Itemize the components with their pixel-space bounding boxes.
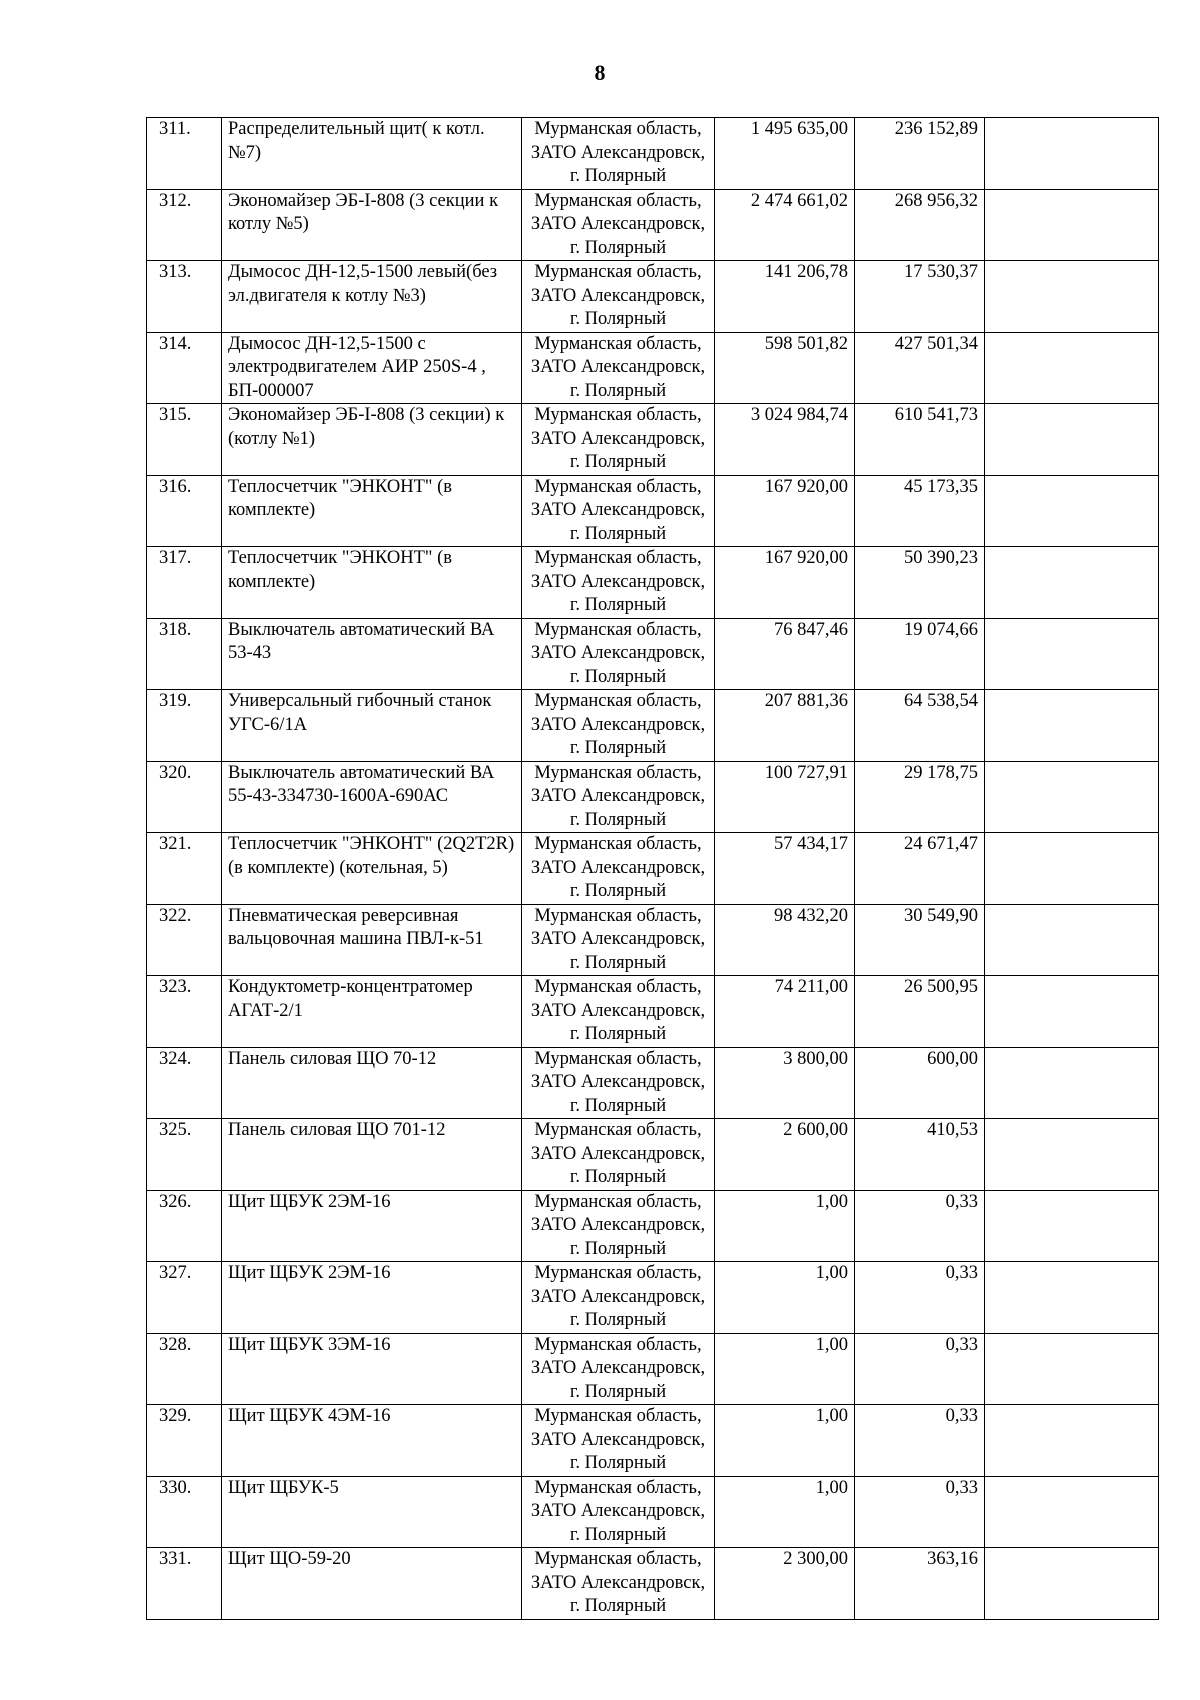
item-location bbox=[522, 690, 715, 762]
book-value: 598 501,82 bbox=[715, 332, 855, 404]
residual-value: 236 152,89 bbox=[855, 118, 985, 190]
row-number: 315. bbox=[147, 404, 222, 476]
location-line: г. Полярный bbox=[569, 952, 667, 973]
residual-value: 30 549,90 bbox=[855, 904, 985, 976]
item-location bbox=[522, 404, 715, 476]
location-line: Мурманская область, bbox=[534, 905, 702, 926]
empty-cell bbox=[985, 690, 1159, 762]
location-line: Мурманская область, bbox=[534, 1477, 702, 1498]
table-row bbox=[147, 1333, 1159, 1405]
residual-value: 363,16 bbox=[855, 1548, 985, 1620]
location-line: Мурманская область, bbox=[534, 977, 702, 997]
location-line: г. Полярный bbox=[569, 1453, 667, 1473]
location-line: г. Полярный bbox=[569, 1238, 667, 1259]
book-value: 57 434,17 bbox=[715, 833, 855, 905]
book-value: 2 474 661,02 bbox=[715, 189, 855, 261]
book-value: 1 495 635,00 bbox=[715, 118, 855, 190]
location-line: Мурманская область, bbox=[534, 405, 702, 425]
row-number: 313. bbox=[147, 261, 222, 333]
location-line: Мурманская область, bbox=[534, 1120, 702, 1140]
table-row bbox=[147, 761, 1159, 833]
location-line: ЗАТО Александровск, bbox=[530, 643, 706, 663]
empty-cell bbox=[985, 1476, 1159, 1548]
location-line: г. Полярный bbox=[569, 237, 667, 258]
residual-value: 0,33 bbox=[855, 1190, 985, 1262]
table-row bbox=[147, 189, 1159, 261]
row-number: 316. bbox=[147, 475, 222, 547]
table-row bbox=[147, 261, 1159, 333]
empty-cell bbox=[985, 404, 1159, 476]
location-line: г. Полярный bbox=[569, 1310, 667, 1330]
row-number: 325. bbox=[147, 1119, 222, 1191]
row-number: 320. bbox=[147, 761, 222, 833]
residual-value: 0,33 bbox=[855, 1476, 985, 1548]
row-number: 314. bbox=[147, 332, 222, 404]
item-name: Теплосчетчик "ЭНКОНТ" (в комплекте) bbox=[222, 475, 522, 547]
item-name: Пневматическая реверсивная вальцовочная машина ПВЛ-к-51 bbox=[222, 904, 522, 976]
residual-value: 0,33 bbox=[855, 1405, 985, 1477]
book-value: 100 727,91 bbox=[715, 761, 855, 833]
book-value: 3 024 984,74 bbox=[715, 404, 855, 476]
empty-cell bbox=[985, 1405, 1159, 1477]
item-name: Щит ЩБУК 4ЭМ-16 bbox=[222, 1405, 522, 1477]
item-name: Выключатель автоматический ВА 53-43 bbox=[222, 618, 522, 690]
book-value: 207 881,36 bbox=[715, 690, 855, 762]
table-row bbox=[147, 1548, 1159, 1620]
residual-value: 26 500,95 bbox=[855, 976, 985, 1048]
row-number: 318. bbox=[147, 618, 222, 690]
empty-cell bbox=[985, 1333, 1159, 1405]
location-line: ЗАТО Александровск, bbox=[530, 857, 706, 878]
location-line: Мурманская область, bbox=[534, 262, 702, 282]
item-location bbox=[522, 189, 715, 261]
location-line: ЗАТО Александровск, bbox=[530, 571, 706, 592]
item-location bbox=[522, 1262, 715, 1334]
location-line: ЗАТО Александровск, bbox=[530, 1429, 706, 1450]
row-number: 331. bbox=[147, 1548, 222, 1620]
item-name: Щит ЩО-59-20 bbox=[222, 1548, 522, 1620]
table-row bbox=[147, 1405, 1159, 1477]
empty-cell bbox=[985, 118, 1159, 190]
table-row bbox=[147, 618, 1159, 690]
book-value: 76 847,46 bbox=[715, 618, 855, 690]
row-number: 329. bbox=[147, 1405, 222, 1477]
item-location bbox=[522, 1119, 715, 1191]
table-row bbox=[147, 1047, 1159, 1119]
location-line: Мурманская область, bbox=[534, 834, 702, 854]
empty-cell bbox=[985, 904, 1159, 976]
empty-cell bbox=[985, 189, 1159, 261]
book-value: 1,00 bbox=[715, 1405, 855, 1477]
row-number: 327. bbox=[147, 1262, 222, 1334]
table-row bbox=[147, 976, 1159, 1048]
item-name: Дымосос ДН-12,5-1500 с электродвигателем АИР 250S-4 , БП-000007 bbox=[222, 332, 522, 404]
table-row bbox=[147, 1119, 1159, 1191]
item-location bbox=[522, 1190, 715, 1262]
location-line: ЗАТО Александровск, bbox=[530, 1072, 706, 1092]
empty-cell bbox=[985, 1190, 1159, 1262]
book-value: 2 300,00 bbox=[715, 1548, 855, 1620]
residual-value: 0,33 bbox=[855, 1262, 985, 1334]
item-location bbox=[522, 1333, 715, 1405]
row-number: 317. bbox=[147, 547, 222, 619]
residual-value: 17 530,37 bbox=[855, 261, 985, 333]
location-line: г. Полярный bbox=[569, 1095, 667, 1116]
row-number: 323. bbox=[147, 976, 222, 1048]
item-location bbox=[522, 261, 715, 333]
empty-cell bbox=[985, 1047, 1159, 1119]
book-value: 1,00 bbox=[715, 1190, 855, 1262]
item-name: Теплосчетчик "ЭНКОНТ" (2Q2T2R) (в комплекте) (котельная, 5) bbox=[222, 833, 522, 905]
location-line: Мурманская область, bbox=[534, 1406, 702, 1426]
location-line: ЗАТО Александровск, bbox=[530, 714, 706, 735]
table-row bbox=[147, 118, 1159, 190]
location-line: ЗАТО Александровск, bbox=[530, 1215, 706, 1235]
row-number: 328. bbox=[147, 1333, 222, 1405]
location-line: ЗАТО Александровск, bbox=[530, 1501, 706, 1521]
item-name: Щит ЩБУК 2ЭМ-16 bbox=[222, 1190, 522, 1262]
empty-cell bbox=[985, 1262, 1159, 1334]
empty-cell bbox=[985, 1119, 1159, 1191]
row-number: 312. bbox=[147, 189, 222, 261]
item-name: Экономайзер ЭБ-I-808 (3 секции к котлу №5) bbox=[222, 189, 522, 261]
location-line: Мурманская область, bbox=[534, 691, 702, 711]
location-line: г. Полярный bbox=[569, 1381, 667, 1402]
page-number: 8 bbox=[594, 60, 606, 85]
empty-cell bbox=[985, 761, 1159, 833]
item-location bbox=[522, 547, 715, 619]
table-row bbox=[147, 904, 1159, 976]
location-line: ЗАТО Александровск, bbox=[530, 1286, 706, 1307]
location-line: г. Полярный bbox=[569, 738, 667, 758]
empty-cell bbox=[985, 475, 1159, 547]
book-value: 1,00 bbox=[715, 1476, 855, 1548]
location-line: ЗАТО Александровск, bbox=[530, 428, 706, 449]
item-name: Универсальный гибочный станок УГС-6/1А bbox=[222, 690, 522, 762]
location-line: г. Полярный bbox=[569, 595, 667, 615]
location-line: г. Полярный bbox=[569, 309, 667, 329]
residual-value: 268 956,32 bbox=[855, 189, 985, 261]
residual-value: 45 173,35 bbox=[855, 475, 985, 547]
book-value: 98 432,20 bbox=[715, 904, 855, 976]
location-line: г. Полярный bbox=[569, 881, 667, 901]
table-row bbox=[147, 690, 1159, 762]
location-line: Мурманская область, bbox=[534, 1334, 702, 1355]
location-line: г. Полярный bbox=[569, 1596, 667, 1616]
book-value: 3 800,00 bbox=[715, 1047, 855, 1119]
item-name: Распределительный щит( к котл.№7) bbox=[222, 118, 522, 190]
item-name: Дымосос ДН-12,5-1500 левый(без эл.двигателя к котлу №3) bbox=[222, 261, 522, 333]
empty-cell bbox=[985, 976, 1159, 1048]
item-location bbox=[522, 976, 715, 1048]
location-line: Мурманская область, bbox=[534, 1549, 702, 1569]
residual-value: 600,00 bbox=[855, 1047, 985, 1119]
book-value: 74 211,00 bbox=[715, 976, 855, 1048]
location-line: Мурманская область, bbox=[534, 476, 702, 497]
residual-value: 50 390,23 bbox=[855, 547, 985, 619]
table-row bbox=[147, 475, 1159, 547]
table-row bbox=[147, 404, 1159, 476]
row-number: 311. bbox=[147, 118, 222, 190]
item-name: Теплосчетчик "ЭНКОНТ" (в комплекте) bbox=[222, 547, 522, 619]
item-name: Кондуктометр-концентратомер АГАТ-2/1 bbox=[222, 976, 522, 1048]
location-line: Мурманская область, bbox=[534, 548, 702, 568]
empty-cell bbox=[985, 833, 1159, 905]
item-location bbox=[522, 1405, 715, 1477]
item-name: Щит ЩБУК-5 bbox=[222, 1476, 522, 1548]
item-name: Панель силовая ЩО 701-12 bbox=[222, 1119, 522, 1191]
location-line: г. Полярный bbox=[569, 809, 667, 830]
item-location bbox=[522, 1047, 715, 1119]
location-line: г. Полярный bbox=[569, 166, 667, 186]
item-location bbox=[522, 761, 715, 833]
item-location bbox=[522, 1476, 715, 1548]
book-value: 1,00 bbox=[715, 1262, 855, 1334]
location-line: Мурманская область, bbox=[534, 333, 702, 354]
location-line: ЗАТО Александровск, bbox=[530, 214, 706, 234]
item-location bbox=[522, 833, 715, 905]
location-line: Мурманская область, bbox=[534, 119, 702, 139]
row-number: 326. bbox=[147, 1190, 222, 1262]
item-location bbox=[522, 475, 715, 547]
location-line: ЗАТО Александровск, bbox=[530, 1572, 706, 1593]
item-location bbox=[522, 332, 715, 404]
item-name: Панель силовая ЩО 70-12 bbox=[222, 1047, 522, 1119]
empty-cell bbox=[985, 618, 1159, 690]
table-row bbox=[147, 1476, 1159, 1548]
assets-table bbox=[146, 117, 1159, 1620]
row-number: 319. bbox=[147, 690, 222, 762]
location-line: ЗАТО Александровск, bbox=[530, 357, 706, 377]
book-value: 167 920,00 bbox=[715, 475, 855, 547]
item-name: Выключатель автоматический ВА 55-43-334730-1600А-690АС bbox=[222, 761, 522, 833]
empty-cell bbox=[985, 1548, 1159, 1620]
residual-value: 19 074,66 bbox=[855, 618, 985, 690]
location-line: Мурманская область, bbox=[534, 1048, 702, 1069]
location-line: Мурманская область, bbox=[534, 1263, 702, 1283]
row-number: 324. bbox=[147, 1047, 222, 1119]
location-line: ЗАТО Александровск, bbox=[530, 1358, 706, 1378]
location-line: г. Полярный bbox=[569, 380, 667, 401]
book-value: 2 600,00 bbox=[715, 1119, 855, 1191]
assets-table-body bbox=[147, 118, 1159, 1620]
table-row bbox=[147, 547, 1159, 619]
item-name: Щит ЩБУК 2ЭМ-16 bbox=[222, 1262, 522, 1334]
book-value: 167 920,00 bbox=[715, 547, 855, 619]
residual-value: 64 538,54 bbox=[855, 690, 985, 762]
row-number: 322. bbox=[147, 904, 222, 976]
item-name: Щит ЩБУК 3ЭМ-16 bbox=[222, 1333, 522, 1405]
empty-cell bbox=[985, 332, 1159, 404]
empty-cell bbox=[985, 261, 1159, 333]
location-line: Мурманская область, bbox=[534, 619, 702, 640]
location-line: ЗАТО Александровск, bbox=[530, 929, 706, 949]
location-line: ЗАТО Александровск, bbox=[530, 285, 706, 306]
residual-value: 29 178,75 bbox=[855, 761, 985, 833]
location-line: г. Полярный bbox=[569, 1024, 667, 1044]
location-line: Мурманская область, bbox=[534, 762, 702, 783]
row-number: 321. bbox=[147, 833, 222, 905]
item-location bbox=[522, 618, 715, 690]
row-number: 330. bbox=[147, 1476, 222, 1548]
table-row bbox=[147, 332, 1159, 404]
location-line: ЗАТО Александровск, bbox=[530, 786, 706, 806]
item-location bbox=[522, 118, 715, 190]
location-line: г. Полярный bbox=[569, 452, 667, 472]
location-line: Мурманская область, bbox=[534, 1191, 702, 1212]
book-value: 1,00 bbox=[715, 1333, 855, 1405]
book-value: 141 206,78 bbox=[715, 261, 855, 333]
table-row bbox=[147, 1190, 1159, 1262]
item-name: Экономайзер ЭБ-I-808 (3 секции) к (котлу №1) bbox=[222, 404, 522, 476]
location-line: г. Полярный bbox=[569, 1524, 667, 1545]
table-row bbox=[147, 1262, 1159, 1334]
residual-value: 0,33 bbox=[855, 1333, 985, 1405]
location-line: г. Полярный bbox=[569, 1167, 667, 1187]
residual-value: 427 501,34 bbox=[855, 332, 985, 404]
location-line: ЗАТО Александровск, bbox=[530, 142, 706, 163]
location-line: Мурманская область, bbox=[534, 190, 702, 211]
residual-value: 410,53 bbox=[855, 1119, 985, 1191]
residual-value: 24 671,47 bbox=[855, 833, 985, 905]
location-line: ЗАТО Александровск, bbox=[530, 500, 706, 520]
location-line: ЗАТО Александровск, bbox=[530, 1000, 706, 1021]
residual-value: 610 541,73 bbox=[855, 404, 985, 476]
item-location bbox=[522, 1548, 715, 1620]
location-line: ЗАТО Александровск, bbox=[530, 1143, 706, 1164]
table-row bbox=[147, 833, 1159, 905]
location-line: г. Полярный bbox=[569, 523, 667, 544]
location-line: г. Полярный bbox=[569, 666, 667, 687]
empty-cell bbox=[985, 547, 1159, 619]
item-location bbox=[522, 904, 715, 976]
